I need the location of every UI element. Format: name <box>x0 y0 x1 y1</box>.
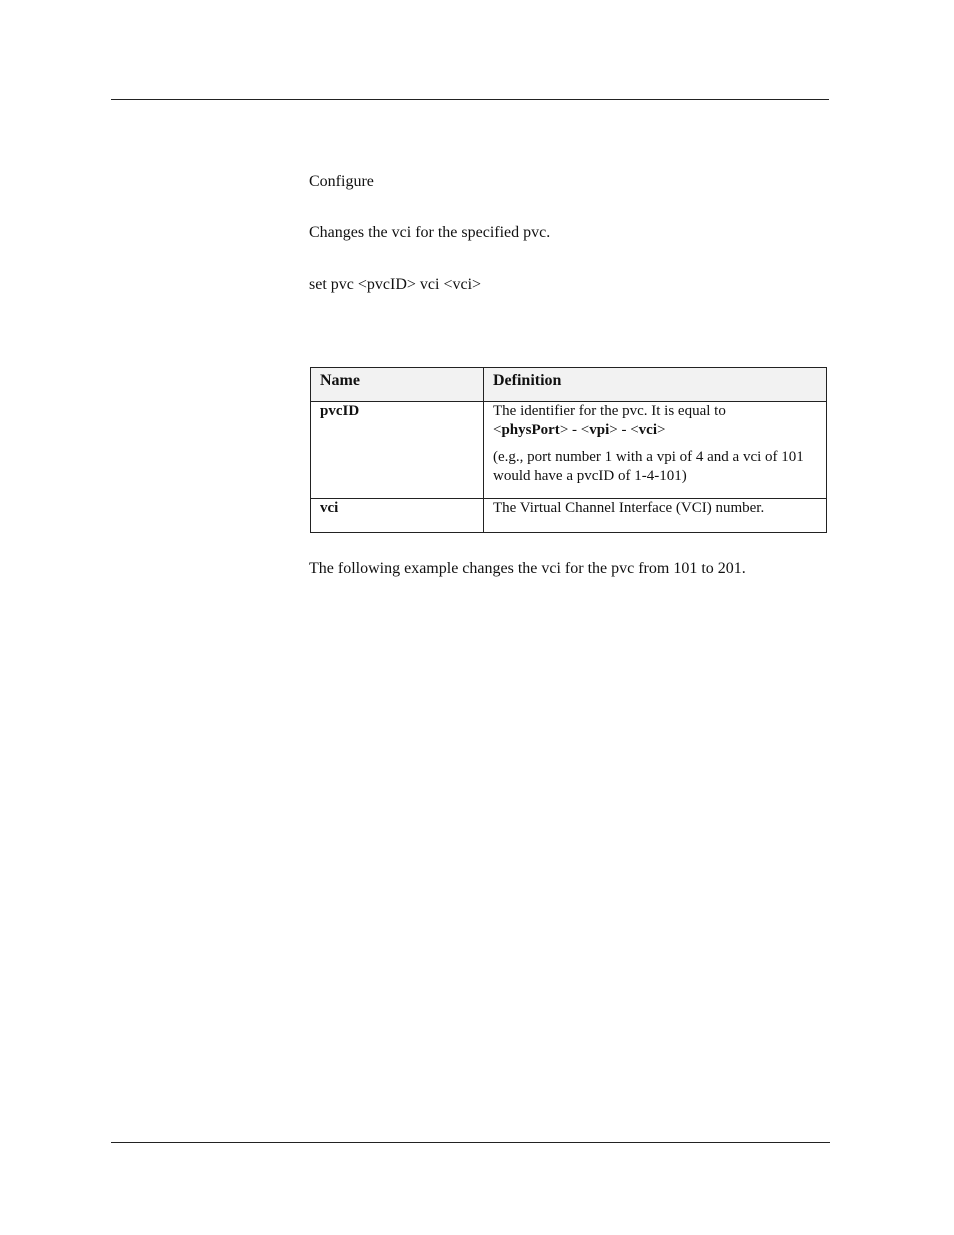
syntax-text: set pvc <pvcID> vci <vci> <box>309 276 482 293</box>
format-vci: vci <box>638 422 657 438</box>
table-row <box>311 402 827 499</box>
param-definition-vci <box>484 499 827 533</box>
definition-line: The Virtual Channel Interface (VCI) number. <box>493 500 765 516</box>
description-text: Changes the vci for the specified pvc. <box>309 224 551 241</box>
format-separator: > - < <box>559 422 590 438</box>
format-separator: > - < <box>609 422 639 438</box>
header-definition: Definition <box>484 368 827 402</box>
format-bracket: > <box>657 422 666 438</box>
definition-note: (e.g., port number 1 with a vpi of 4 and a vci of 101 would have a pvcID of 1-4-101) <box>493 449 804 484</box>
definition-line: The identifier for the pvc. It is equal to <box>493 403 726 419</box>
format-vpi: vpi <box>589 422 610 438</box>
bottom-rule <box>111 1142 830 1143</box>
header-name: Name <box>311 368 484 402</box>
table-header-row <box>311 368 827 402</box>
param-name-vci: vci <box>311 499 484 533</box>
param-name-pvcid: pvcID <box>311 402 484 499</box>
definition-format <box>493 421 817 440</box>
example-text: The following example changes the vci for the pvc from 101 to 201. <box>309 560 746 577</box>
mode-text: Configure <box>309 173 374 190</box>
format-bracket: < <box>493 422 502 438</box>
format-physport: physPort <box>501 422 560 438</box>
table-row <box>311 499 827 533</box>
top-rule <box>111 99 829 100</box>
param-definition-pvcid <box>484 402 827 499</box>
parameter-table <box>310 367 827 533</box>
